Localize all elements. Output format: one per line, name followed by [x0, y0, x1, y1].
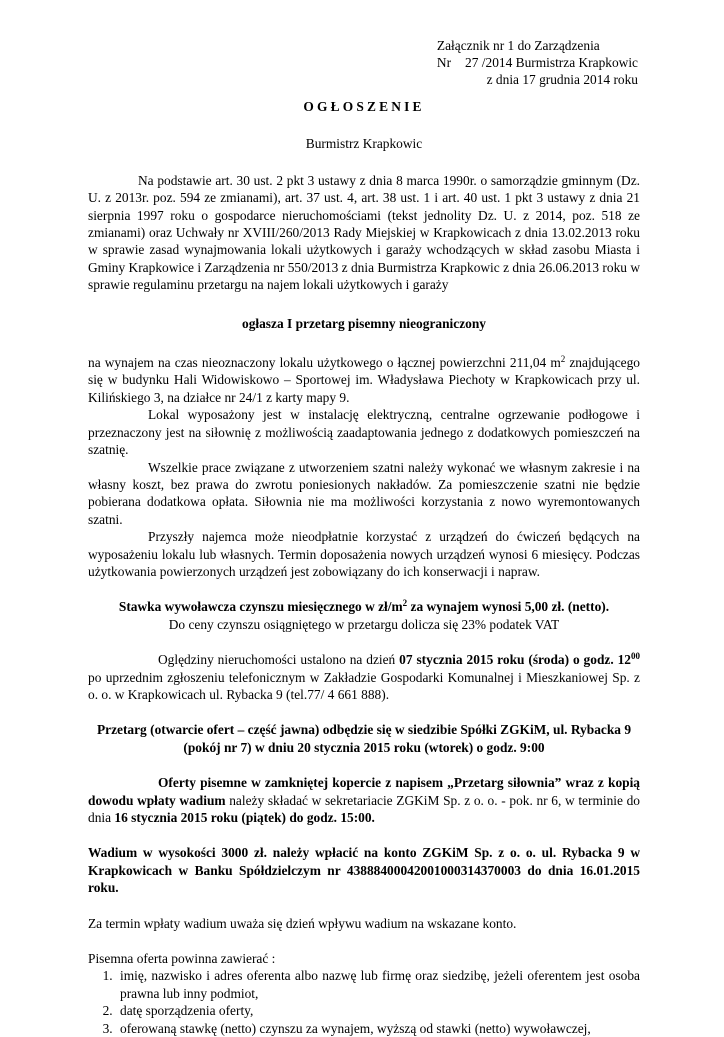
annex-date: z dnia 17 grudnia 2014 roku	[486, 72, 638, 87]
works-paragraph: Wszelkie prace związane z utworzeniem szatni należy wykonać we własnym zakresie i na własny koszt, bez prawa do zwrotu poniesionych nakładów. Za pomieszczenie szatni nie będzie pobierana dodatkowa opłata. Siłownia nie ma możliwości korzystania z nowo wyremontowanych szatni.	[88, 459, 640, 527]
annex-order-number: Nr 27 /2014 Burmistrza Krapkowic	[436, 55, 638, 70]
document-body	[88, 98, 640, 1037]
issuing-authority: Burmistrz Krapkowic	[305, 136, 423, 152]
deposit-paragraph: Wadium w wysokości 3000 zł. należy wpłacić na konto ZGKiM Sp. z o. o. ul. Rybacka 9 w Krapkowicach w Banku Spółdzielczym nr 43888400042001000314370003 do dnia 16.01.2015 roku.	[88, 845, 640, 896]
opening-paragraph: Przetarg (otwarcie ofert – część jawna) odbędzie się w siedzibie Spółki ZGKiM, ul. Rybacka 9 (pokój nr 7) w dniu 20 stycznia 2015 roku (wtorek) o godz. 9:00	[96, 722, 632, 755]
list-item: 3. oferowaną stawkę (netto) czynszu za wynajem, wyższą od stawki (netto) wywoławczej,	[116, 1020, 640, 1037]
equipment-paragraph: Lokal wyposażony jest w instalację elektryczną, centralne ogrzewanie podłogowe i przeznaczony jest na siłownię z możliwością zaadaptowania jednego z dodatkowych pomieszczeń na szatnię.	[88, 407, 640, 458]
legal-basis-paragraph: Na podstawie art. 30 ust. 2 pkt 3 ustawy z dnia 8 marca 1990r. o samorządzie gminnym (Dz. U. z 2013r. poz. 594 ze zmianami), art. 37 ust. 4, art. 38 ust. 1 i art. 40 ust. 1 pkt 3 ustawy z dnia 21 sierpnia 1997 roku o gospodarce nieruchomościami (tekst jednolity Dz. U. z 2014, poz. 518 ze zmianami) oraz Uchwały nr XVIII/260/2013 Rady Miejskiej w Krapkowicach z dnia 13.02.2013 roku w sprawie zasad wynajmowania lokali użytkowych i garaży wchodzących w skład zasobu Miasta i Gminy Krapkowice i Zarządzenia nr 550/2013 z dnia Burmistrza Krapkowic z dnia 26.06.2013 roku w sprawie regulaminu przetargu na najem lokali użytkowych i garaży	[88, 172, 640, 293]
inspection-paragraph: Oględziny nieruchomości ustalono na dzień 07 stycznia 2015 roku (środa) o godz. $12^{00}$ po uprzednim zgłoszeniu telefonicznym w Zakładzie Gospodarki Komunalnej i Mieszkaniowej Sp. z o. o. w Krapkowicach ul. Rybacka 9 (tel.77/ 4 661 888).	[88, 651, 640, 702]
page-title: OGŁOSZENIE	[303, 99, 425, 114]
offer-contents-intro: Pisemna oferta powinna zawierać :	[88, 951, 276, 967]
vat-note: Do ceny czynszu osiągniętego w przetargu dolicza się 23% podatek VAT	[168, 616, 560, 632]
list-item: 2. datę sporządzenia oferty,	[116, 1002, 640, 1019]
deposit-date-note: Za termin wpłaty wadium uważa się dzień wpływu wadium na wskazane konto.	[88, 915, 517, 931]
offers-paragraph: Oferty pisemne w zamkniętej kopercie z napisem „Przetarg siłownia” wraz z kopią dowodu wpłaty wadium należy składać w sekretariacie ZGKiM Sp. z o. o. - pok. nr 6, w terminie do dnia 16 stycznia 2015 roku (piątek) do godz. 15:00.	[88, 775, 640, 825]
premises-paragraph: na wynajem na czas nieoznaczony lokalu użytkowego o łącznej powierzchni 211,04 $m^2$ znajdującego się w budynku Hali Widowiskowo – Sportowej im. Władysława Piechoty w Krapkowicach przy ul. Kilińskiego 3, na działce nr 24/1 z karty mapy 9.	[88, 354, 641, 405]
annex-header	[437, 37, 638, 88]
rate-block	[88, 598, 640, 633]
tender-announcement: ogłasza I przetarg pisemny nieograniczony	[242, 315, 486, 331]
annex-title: Załącznik nr 1 do Zarządzenia	[436, 38, 600, 53]
starting-rate: Stawka wywoławcza czynszu miesięcznego w $zł/m^2$ za wynajem wynosi 5,00 zł. (netto).	[118, 598, 610, 615]
offer-contents-list	[88, 967, 640, 1037]
list-item: 1. imię, nazwisko i adres oferenta albo nazwę lub firmę oraz siedzibę, jeżeli oferentem jest osoba prawna lub inny podmiot,	[116, 967, 640, 1002]
tenant-paragraph: Przyszły najemca może nieodpłatnie korzystać z urządzeń do ćwiczeń będących na wyposażeniu lokalu lub własnych. Termin doposażenia nowych urządzeń wynosi 6 miesięcy. Podczas użytkowania powierzonych urządzeń jest zobowiązany do ich konserwacji i napraw.	[88, 529, 640, 579]
